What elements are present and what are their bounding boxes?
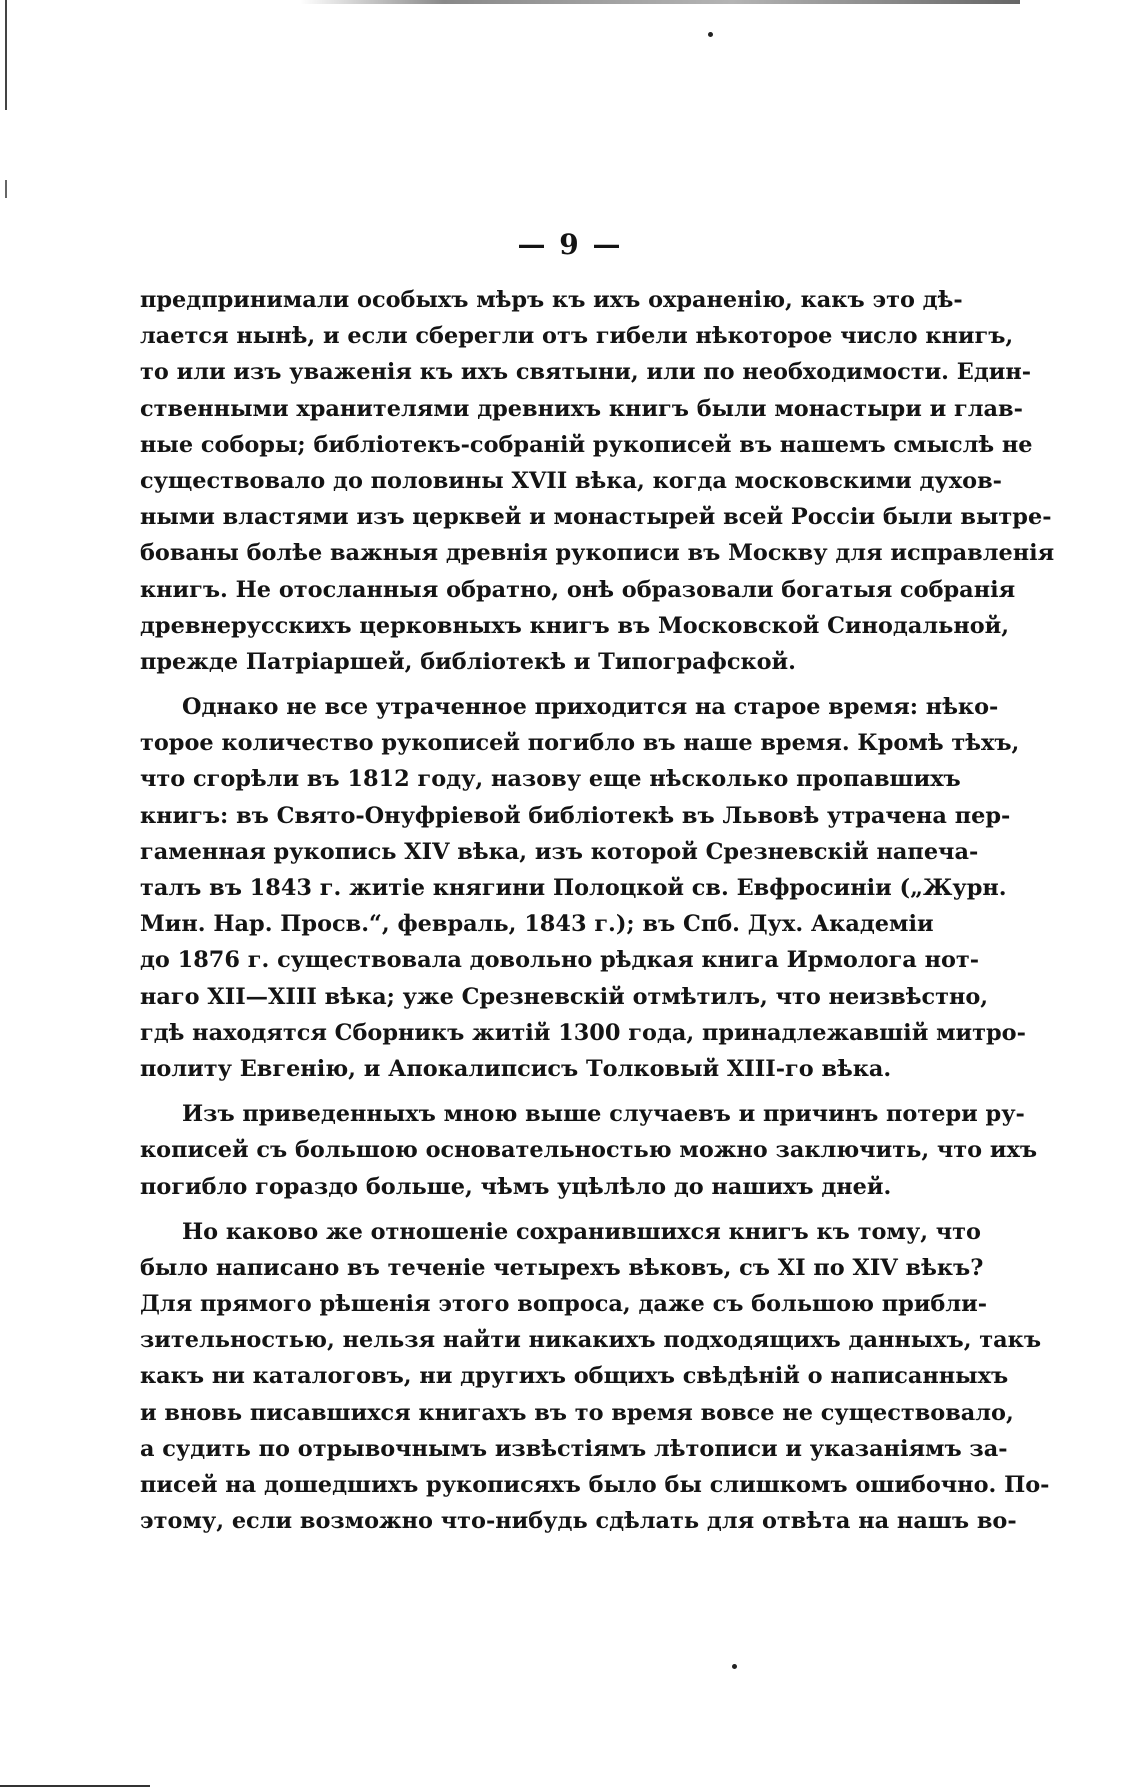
text-line: и вновь писавшихся книгахъ въ то время вовсе не существовало, xyxy=(140,1399,1014,1426)
text-line: до 1876 г. существовала довольно рѣдкая книга Ирмолога нот- xyxy=(140,947,980,974)
text-line: гдѣ находятся Сборникъ житій 1300 года, принадлежавшій митро- xyxy=(140,1019,1026,1046)
text-line: погибло гораздо больше, чѣмъ уцѣлѣло до нашихъ дней. xyxy=(140,1173,892,1200)
text-line: этому, если возможно что-нибудь сдѣлать для отвѣта на нашъ во- xyxy=(140,1508,1017,1535)
text-line: книгъ: въ Свято-Онуфріевой библіотекѣ въ Львовѣ утрачена пер- xyxy=(140,802,1011,829)
text-line: прежде Патріаршей, библіотекѣ и Типографской. xyxy=(140,648,796,675)
text-line: Для прямого рѣшенія этого вопроса, даже съ большою прибли- xyxy=(140,1291,988,1318)
text-line: ные соборы; библіотекъ-собраній рукописей въ нашемъ смыслѣ не xyxy=(140,431,1033,458)
text-line: писей на дошедшихъ рукописяхъ было бы слишкомъ ошибочно. По- xyxy=(140,1472,1050,1498)
text-line: торое количество рукописей погибло въ наше время. Кромѣ тѣхъ, xyxy=(140,730,1020,757)
scan-edge-left-mark xyxy=(5,180,7,198)
text-line: существовало до половины XVII вѣка, когда московскими духов- xyxy=(140,467,1002,494)
scan-speck xyxy=(732,1664,737,1669)
paragraph xyxy=(140,1214,1050,1540)
paragraph xyxy=(140,282,1055,680)
text-line: что сгорѣли въ 1812 году, назову еще нѣсколько пропавшихъ xyxy=(140,766,961,793)
text-line: какъ ни каталоговъ, ни другихъ общихъ свѣдѣній о написанныхъ xyxy=(140,1363,1009,1390)
text-line: книгъ. Не отосланныя обратно, онѣ образовали богатыя собранія xyxy=(140,576,1016,603)
text-line: лается нынѣ, и если сберегли отъ гибели нѣкоторое число книгъ, xyxy=(140,323,1014,350)
paragraph xyxy=(140,689,1026,1087)
text-line: зительностью, нельзя найти никакихъ подходящихъ данныхъ, такъ xyxy=(140,1327,1042,1354)
text-line: кописей съ большою основательностью можно заключить, что ихъ xyxy=(140,1137,1038,1164)
text-line: гаменная рукопись XIV вѣка, изъ которой Срезневскій напеча- xyxy=(140,838,979,865)
text-line: бованы болѣе важныя древнія рукописи въ Москву для исправленія xyxy=(140,540,1055,567)
text-line: то или изъ уваженія къ ихъ святыни, или по необходимости. Един- xyxy=(140,359,1032,386)
scan-edge-bottom xyxy=(0,1785,150,1787)
text-line: наго XII—XIII вѣка; уже Срезневскій отмѣтилъ, что неизвѣстно, xyxy=(140,983,989,1010)
text-line: а судить по отрывочнымъ извѣстіямъ лѣтописи и указаніямъ за- xyxy=(140,1435,1008,1462)
text-line: предпринимали особыхъ мѣръ къ ихъ охраненію, какъ это дѣ- xyxy=(140,287,963,313)
scan-edge-left xyxy=(5,0,7,110)
body-text xyxy=(140,282,1055,1548)
text-line: политу Евгенію, и Апокалипсисъ Толковый XIII-го вѣка. xyxy=(140,1055,892,1082)
text-line: ственными хранителями древнихъ книгъ были монастыри и глав- xyxy=(140,395,1023,422)
text-line: древнерусскихъ церковныхъ книгъ въ Московской Синодальной, xyxy=(140,612,1010,639)
text-line: было написано въ теченіе четырехъ вѣковъ, съ XI по XIV вѣкъ? xyxy=(140,1254,984,1281)
text-line: Мин. Нар. Просв.“, февраль, 1843 г.); въ Спб. Дух. Академіи xyxy=(140,911,934,938)
text-line: талъ въ 1843 г. житіе княгини Полоцкой св. Евфросиніи („Журн. xyxy=(140,875,1007,901)
text-line: ными властями изъ церквей и монастырей всей Россіи были вытре- xyxy=(140,504,1052,531)
text-line: Изъ приведенныхъ мною выше случаевъ и причинъ потери ру- xyxy=(182,1101,1025,1128)
text-line: Но каково же отношеніе сохранившихся книгъ къ тому, что xyxy=(182,1218,981,1245)
page-number: — 9 — xyxy=(517,228,623,261)
paragraph xyxy=(140,1096,1038,1205)
text-line: Однако не все утраченное приходится на старое время: нѣко- xyxy=(182,694,999,721)
scan-speck xyxy=(708,32,713,37)
scan-edge-top xyxy=(300,0,1020,4)
